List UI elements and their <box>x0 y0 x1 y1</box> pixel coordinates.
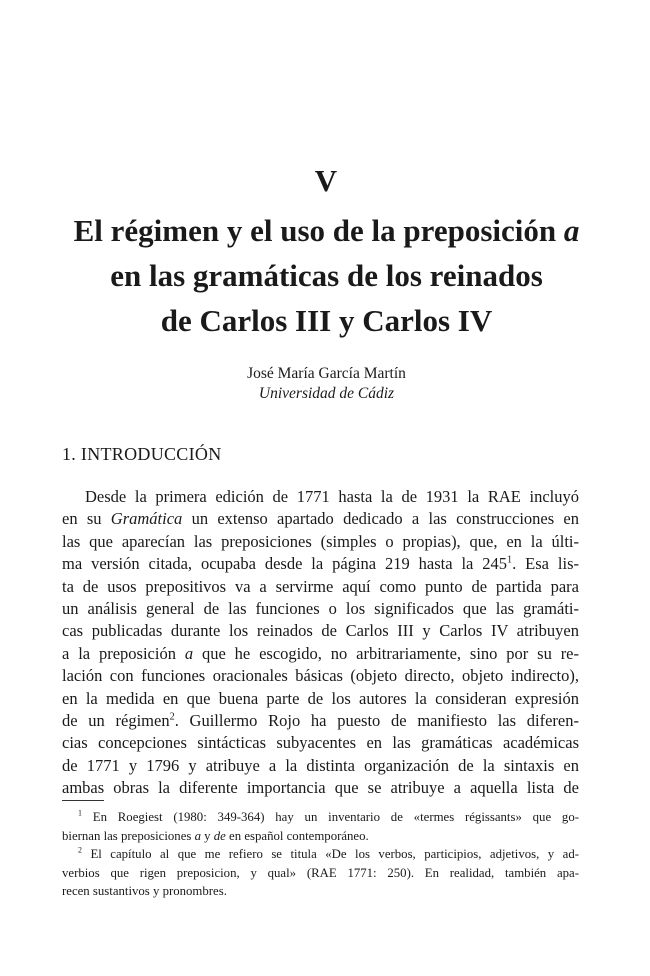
body-line: cias concepciones sintácticas subyacentes en las gramáticas académicas <box>62 733 579 753</box>
body-line: de 1771 y 1796 y atribuye a la distinta organización de la sintaxis en <box>62 755 579 775</box>
section-heading: 1. INTRODUCCIÓN <box>62 444 222 464</box>
footnote-ref-2[interactable]: 2 <box>169 711 175 723</box>
footnote-ref-1[interactable]: 1 <box>507 554 513 566</box>
body-line: ta de usos prepositivos va a servirme aquí como punto de partida para <box>62 576 579 596</box>
body-line: las que aparecían las preposiciones (simples o propias), que, en la últi- <box>62 531 579 551</box>
body-line: un análisis general de las funciones o los significados que las gramáti- <box>62 598 579 618</box>
title-line-2: en las gramáticas de los reinados <box>110 258 543 293</box>
body-line: Desde la primera edición de 1771 hasta la de 1931 la RAE incluyó <box>85 487 579 506</box>
title-line-3: de Carlos III y Carlos IV <box>160 303 493 338</box>
author-name: José María García Martín <box>247 365 406 382</box>
body-text <box>62 486 579 799</box>
title-line-1: El régimen y el uso de la preposición a <box>73 213 580 248</box>
footnote-2-line: recen sustantivos y pronombres. <box>62 884 227 898</box>
footnote-1-line: $^1$ En Roegiest (1980: 349-364) hay un inventario de «termes régissants» que go- <box>78 808 579 824</box>
footnote-mark-1: 1 <box>78 808 82 818</box>
footnote-2-line: $^2$ El capítulo al que me refiero se titula «De los verbos, participios, adjetivos, y ad- <box>78 845 580 861</box>
body-line: ma versión citada, ocupaba desde la página 219 hasta la $245^1$. Esa lis- <box>62 554 579 574</box>
body-line: lación con funciones oracionales básicas (objeto directo, objeto indirecto), <box>62 666 579 686</box>
body-line: en la medida en que buena parte de los autores la consideran expresión <box>62 688 579 708</box>
body-line: a la preposición a que he escogido, no arbitrariamente, sino por su re- <box>62 643 580 663</box>
chapter-title <box>62 208 591 343</box>
author-affiliation: Universidad de Cádiz <box>258 385 395 402</box>
footnote-separator <box>62 800 104 801</box>
body-line: de un régimen$^2$. Guillermo Rojo ha puesto de manifiesto las diferen- <box>62 710 579 730</box>
footnote-mark-2: 2 <box>78 845 82 855</box>
body-line: cas publicadas durante los reinados de Carlos III y Carlos IV atribuyen <box>62 621 579 641</box>
body-line: en su Gramática un extenso apartado dedicado a las construcciones en <box>62 509 579 529</box>
body-line: ambas obras la diferente importancia que se atribuye a aquella lista de <box>62 778 579 798</box>
footnote-1-line: biernan las preposiciones a y de en español contemporáneo. <box>62 828 369 843</box>
footnote-2-line: verbios que rigen preposicion, y qual» (RAE 1771: 250). En realidad, también apa- <box>62 865 579 880</box>
chapter-number: V <box>314 163 339 198</box>
footnotes <box>62 808 579 901</box>
